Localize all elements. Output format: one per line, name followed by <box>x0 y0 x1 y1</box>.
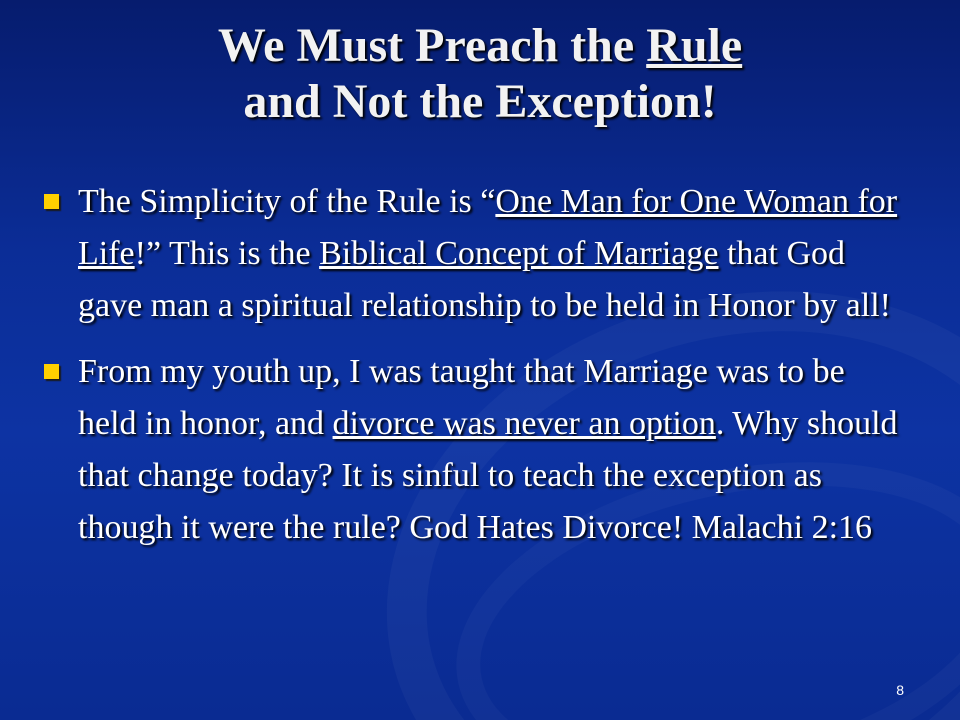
bullet-2-text: From my youth up, I was taught that Marriage was to be held in honor, and <box>78 353 845 442</box>
bullet-item-1 <box>40 176 900 332</box>
title-line1-text: We Must Preach the <box>217 19 647 72</box>
slide-title <box>0 18 960 130</box>
bullet-1-underlined-rule: One Man for One Woman for Life <box>78 183 898 272</box>
bullet-square-icon <box>44 194 59 209</box>
bullet-1-text: The Simplicity of the Rule is “ <box>78 183 496 220</box>
title-underlined-word: Rule <box>646 19 743 72</box>
title-line2-text: and Not the Exception! <box>243 75 717 128</box>
bullet-1-text-mid: !” This is the <box>134 235 320 272</box>
bullet-2-text-end: . Why should that change today? It is sinful to teach the exception as though it were the rule? God Hates Divorce! Malachi 2:16 <box>78 405 898 546</box>
bullet-list <box>40 176 900 568</box>
bullet-2-underlined-divorce: divorce was never an option <box>332 405 716 442</box>
bullet-1-text-end: that God gave man a spiritual relationship to be held in Honor by all! <box>78 235 891 324</box>
page-number: 8 <box>896 682 904 698</box>
bullet-item-2 <box>40 346 900 554</box>
bullet-1-underlined-concept: Biblical Concept of Marriage <box>319 235 719 272</box>
bullet-square-icon <box>44 364 59 379</box>
